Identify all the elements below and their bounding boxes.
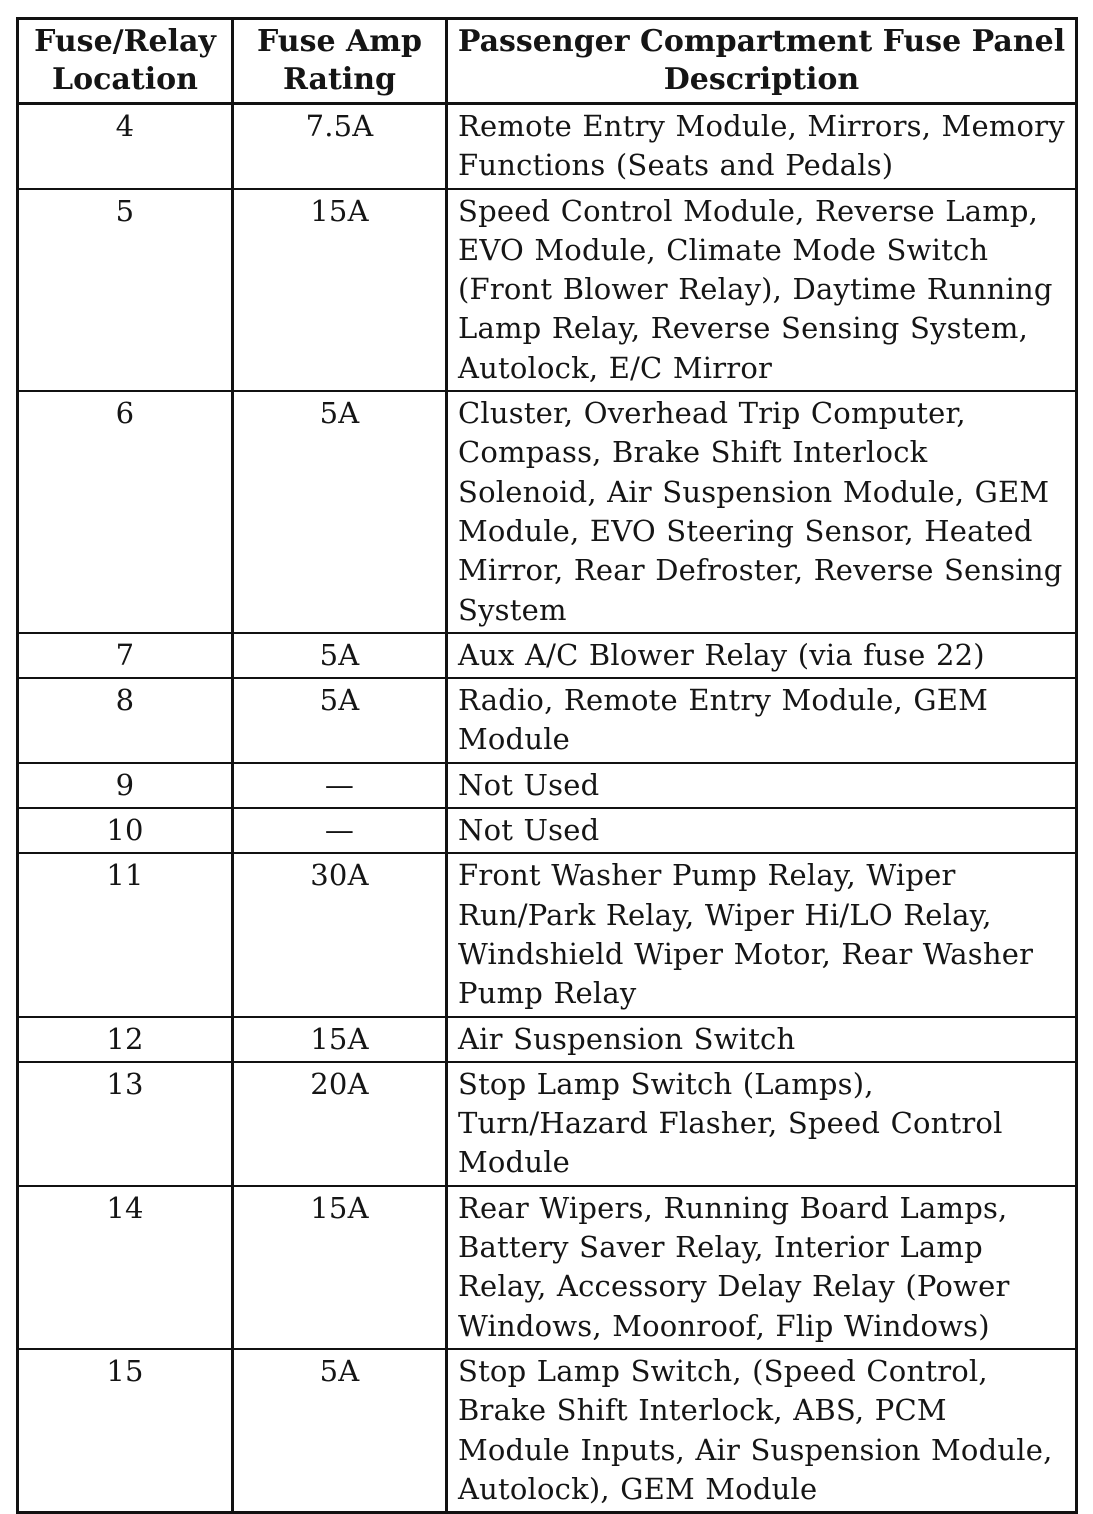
fuse-location: 10 [18,808,233,853]
table-row [18,853,1077,1016]
fuse-amp-rating: 5A [233,391,447,633]
table-row [18,808,1077,853]
header-location: Fuse/Relay Location [18,19,233,104]
fuse-location: 6 [18,391,233,633]
fuse-description: Aux A/C Blower Relay (via fuse 22) [447,633,1077,678]
fuse-description: Cluster, Overhead Trip Computer, Compass, Brake Shift Interlock Solenoid, Air Suspension Module, GEM Module, EVO Steering Sensor, Heated Mirror, Rear Defroster, Reverse Sensing System [447,391,1077,633]
table-row [18,678,1077,763]
table-header [18,19,1077,104]
fuse-description: Stop Lamp Switch (Lamps), Turn/Hazard Flasher, Speed Control Module [447,1062,1077,1186]
fuse-location: 13 [18,1062,233,1186]
table-row [18,633,1077,678]
table-row [18,1186,1077,1349]
table-row [18,1062,1077,1186]
fuse-description: Remote Entry Module, Mirrors, Memory Functions (Seats and Pedals) [447,104,1077,189]
fuse-amp-rating: 5A [233,1349,447,1513]
fuse-amp-rating: 5A [233,633,447,678]
table-row [18,391,1077,633]
fuse-description: Stop Lamp Switch, (Speed Control, Brake Shift Interlock, ABS, PCM Module Inputs, Air Suspension Module, Autolock), GEM Module [447,1349,1077,1513]
fuse-location: 5 [18,189,233,391]
fuse-amp-rating: 5A [233,678,447,763]
table-row [18,104,1077,189]
fuse-location: 7 [18,633,233,678]
fuse-location: 12 [18,1017,233,1062]
fuse-amp-rating: 30A [233,853,447,1016]
fuse-description: Speed Control Module, Reverse Lamp, EVO Module, Climate Mode Switch (Front Blower Relay), Daytime Running Lamp Relay, Reverse Sensing System, Autolock, E/C Mirror [447,189,1077,391]
fuse-location: 14 [18,1186,233,1349]
fuse-description: Radio, Remote Entry Module, GEM Module [447,678,1077,763]
fuse-description: Air Suspension Switch [447,1017,1077,1062]
fuse-amp-rating: 20A [233,1062,447,1186]
fuse-amp-rating: 15A [233,189,447,391]
fuse-location: 15 [18,1349,233,1513]
header-amp-rating: Fuse Amp Rating [233,19,447,104]
header-row [18,19,1077,104]
fuse-location: 11 [18,853,233,1016]
fuse-location: 8 [18,678,233,763]
fuse-description: Rear Wipers, Running Board Lamps, Battery Saver Relay, Interior Lamp Relay, Accessory Delay Relay (Power Windows, Moonroof, Flip Windows) [447,1186,1077,1349]
fuse-amp-rating: — [233,808,447,853]
table-row [18,189,1077,391]
fuse-amp-rating: 15A [233,1186,447,1349]
table-row [18,763,1077,808]
fuse-amp-rating: 15A [233,1017,447,1062]
table-row [18,1017,1077,1062]
fuse-location: 4 [18,104,233,189]
fuse-amp-rating: — [233,763,447,808]
fuse-location: 9 [18,763,233,808]
table-body [18,104,1077,1513]
fuse-amp-rating: 7.5A [233,104,447,189]
fuse-panel-table [16,17,1078,1514]
fuse-description: Not Used [447,763,1077,808]
table-row [18,1349,1077,1513]
header-description: Passenger Compartment Fuse Panel Description [447,19,1077,104]
fuse-description: Front Washer Pump Relay, Wiper Run/Park Relay, Wiper Hi/LO Relay, Windshield Wiper Motor, Rear Washer Pump Relay [447,853,1077,1016]
fuse-description: Not Used [447,808,1077,853]
